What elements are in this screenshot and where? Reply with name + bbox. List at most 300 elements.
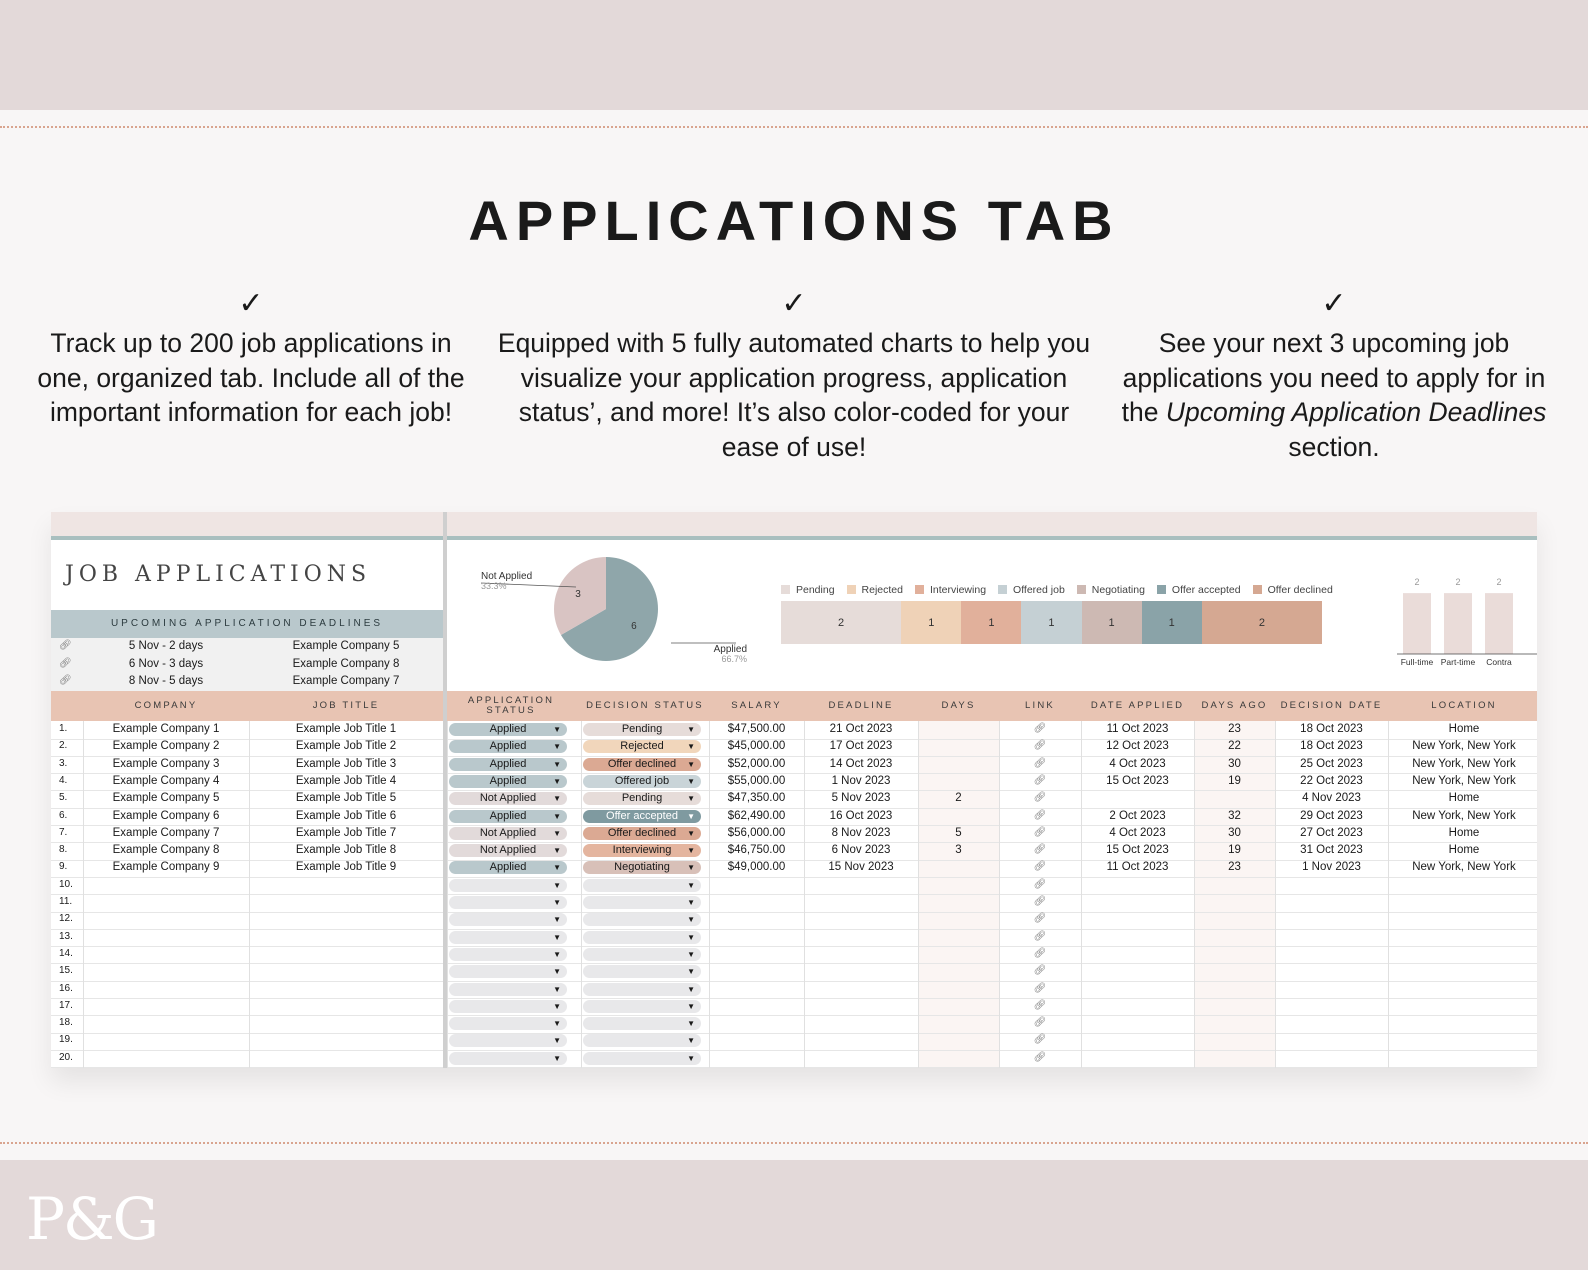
legend-item bbox=[847, 584, 903, 596]
cell-job[interactable]: Example Job Title 4 bbox=[295, 774, 397, 787]
page-title: APPLICATIONS TAB bbox=[468, 189, 1120, 252]
feature-3-italic-2: Deadlines bbox=[1428, 397, 1547, 427]
application-status-dropdown[interactable] bbox=[449, 810, 567, 823]
table-row bbox=[51, 877, 1537, 896]
decision-status-dropdown[interactable] bbox=[583, 810, 701, 823]
dropdown-arrow-icon: ▼ bbox=[687, 1001, 695, 1011]
cell-location[interactable]: New York, New York bbox=[1412, 861, 1516, 874]
feature-3-text-b: section. bbox=[1288, 431, 1380, 462]
upcoming-row bbox=[51, 673, 443, 692]
table-row bbox=[51, 756, 1537, 775]
column-header[interactable]: JOB TITLE bbox=[312, 700, 380, 711]
cell-applied[interactable]: 11 Oct 2023 bbox=[1106, 861, 1169, 874]
application-status-dropdown[interactable] bbox=[449, 758, 567, 771]
upcoming-when: 6 Nov - 3 days bbox=[128, 657, 204, 670]
column-header[interactable]: COMPANY bbox=[134, 700, 198, 711]
application-status-dropdown[interactable] bbox=[449, 879, 567, 892]
table-row bbox=[51, 911, 1537, 930]
table-row bbox=[51, 963, 1537, 982]
dropdown-arrow-icon: ▼ bbox=[553, 828, 561, 838]
cell-applied[interactable]: 4 Oct 2023 bbox=[1109, 826, 1166, 839]
row-number: 11. bbox=[59, 896, 73, 907]
row-number: 18. bbox=[59, 1017, 73, 1029]
cell-decision[interactable]: 1 Nov 2023 bbox=[1302, 861, 1361, 874]
legend-label: Offered job bbox=[1013, 584, 1065, 596]
row-number: 4. bbox=[59, 774, 68, 786]
dropdown-arrow-icon: ▼ bbox=[553, 949, 561, 959]
upcoming-company: Example Company 8 bbox=[292, 657, 400, 670]
row-number: 3. bbox=[59, 757, 68, 769]
cell-job[interactable]: Example Job Title 1 bbox=[295, 723, 397, 735]
frozen-column-divider bbox=[443, 512, 447, 1068]
feature-2 bbox=[492, 286, 1096, 464]
cell-salary[interactable]: $56,000.00 bbox=[727, 826, 786, 839]
link-icon[interactable]: 🔗︎ bbox=[1033, 757, 1047, 769]
cell-ago[interactable]: 19 bbox=[1228, 774, 1241, 787]
table-row bbox=[51, 981, 1537, 1000]
stacked-bar-segment: 1 bbox=[901, 601, 961, 644]
dropdown-arrow-icon: ▼ bbox=[687, 898, 695, 907]
dropdown-arrow-icon: ▼ bbox=[687, 915, 695, 925]
table-row bbox=[51, 1032, 1537, 1051]
cell-company[interactable]: Example Company 8 bbox=[112, 844, 220, 857]
legend-swatch bbox=[1157, 585, 1166, 594]
link-icon[interactable]: 🔗︎ bbox=[1033, 878, 1047, 890]
cell-ago[interactable]: 23 bbox=[1228, 861, 1241, 874]
job-type-bar bbox=[1403, 593, 1431, 654]
dropdown-arrow-icon: ▼ bbox=[553, 1001, 561, 1011]
link-icon[interactable]: 🔗︎ bbox=[1033, 947, 1047, 959]
top-band bbox=[0, 0, 1588, 110]
dropdown-arrow-icon: ▼ bbox=[687, 846, 695, 856]
row-number: 14. bbox=[59, 947, 73, 959]
dropdown-value: Offer declined bbox=[607, 757, 677, 770]
application-status-dropdown[interactable] bbox=[449, 792, 567, 805]
cell-salary[interactable]: $46,750.00 bbox=[727, 844, 786, 857]
application-status-dropdown[interactable] bbox=[449, 1000, 567, 1013]
cell-company[interactable]: Example Company 1 bbox=[112, 723, 220, 735]
cell-job[interactable]: Example Job Title 2 bbox=[295, 740, 397, 753]
dropdown-arrow-icon: ▼ bbox=[687, 984, 695, 994]
cell-applied[interactable]: 12 Oct 2023 bbox=[1106, 740, 1169, 753]
decision-status-dropdown[interactable] bbox=[583, 1052, 701, 1065]
upcoming-row bbox=[51, 638, 443, 657]
link-icon[interactable]: 🔗︎ bbox=[1033, 861, 1047, 873]
cell-location[interactable]: New York, New York bbox=[1412, 774, 1516, 787]
grid-line bbox=[249, 721, 250, 1068]
decision-status-dropdown[interactable] bbox=[583, 913, 701, 926]
dropdown-arrow-icon: ▼ bbox=[687, 932, 695, 942]
feature-1-text: Track up to 200 job applications in one, organized tab. Include all of the important information for each job! bbox=[37, 328, 465, 427]
table-header bbox=[51, 691, 1537, 721]
spreadsheet-screenshot bbox=[51, 512, 1537, 1068]
column-header[interactable]: DECISION STATUS bbox=[586, 700, 704, 711]
dropdown-arrow-icon: ▼ bbox=[553, 742, 561, 752]
table-row bbox=[51, 929, 1537, 948]
cell-deadline[interactable]: 1 Nov 2023 bbox=[831, 774, 891, 787]
application-status-dropdown[interactable] bbox=[449, 896, 567, 909]
decision-status-dropdown[interactable] bbox=[583, 948, 701, 961]
link-icon[interactable]: 🔗︎ bbox=[1033, 982, 1047, 994]
application-status-dropdown[interactable] bbox=[449, 775, 567, 788]
cell-days[interactable]: 3 bbox=[955, 844, 962, 857]
grid-line bbox=[581, 721, 582, 1068]
dropdown-arrow-icon: ▼ bbox=[553, 984, 561, 994]
cell-applied[interactable]: 15 Oct 2023 bbox=[1106, 774, 1169, 787]
job-type-bar-chart bbox=[1397, 574, 1537, 672]
dropdown-arrow-icon: ▼ bbox=[553, 915, 561, 925]
cell-salary[interactable]: $49,000.00 bbox=[727, 861, 786, 874]
legend-item bbox=[781, 584, 835, 596]
dropdown-arrow-icon: ▼ bbox=[687, 811, 695, 821]
stacked-bar-segment: 1 bbox=[1142, 601, 1202, 644]
application-status-dropdown[interactable] bbox=[449, 740, 567, 753]
table-row bbox=[51, 790, 1537, 809]
cell-ago[interactable]: 30 bbox=[1228, 757, 1241, 770]
row-number: 13. bbox=[59, 930, 73, 942]
column-header[interactable]: DATE APPLIED bbox=[1090, 700, 1185, 711]
cell-decision[interactable]: 29 Oct 2023 bbox=[1300, 809, 1363, 822]
job-type-category-label: Part-time bbox=[1440, 657, 1476, 667]
legend-item bbox=[1157, 584, 1241, 596]
dropdown-arrow-icon: ▼ bbox=[553, 846, 561, 856]
row-number: 8. bbox=[59, 844, 68, 856]
cell-applied[interactable]: 4 Oct 2023 bbox=[1109, 757, 1166, 770]
dropdown-arrow-icon: ▼ bbox=[553, 811, 561, 821]
link-icon[interactable]: 🔗︎ bbox=[1033, 826, 1047, 838]
cell-deadline[interactable]: 16 Oct 2023 bbox=[829, 809, 893, 822]
row-number: 7. bbox=[59, 826, 68, 838]
upcoming-when: 5 Nov - 2 days bbox=[128, 640, 204, 652]
column-header[interactable]: LINK bbox=[1025, 700, 1055, 711]
feature-3 bbox=[1112, 286, 1556, 464]
legend-label: Offer accepted bbox=[1171, 584, 1241, 596]
cell-decision[interactable]: 18 Oct 2023 bbox=[1300, 740, 1363, 753]
dropdown-value: Not Applied bbox=[479, 844, 537, 857]
legend-label: Pending bbox=[796, 584, 835, 596]
cell-location[interactable]: Home bbox=[1448, 826, 1480, 839]
application-status-dropdown[interactable] bbox=[449, 844, 567, 857]
feature-3-italic-1: Upcoming Application bbox=[1165, 397, 1422, 427]
dropdown-value: Not Applied bbox=[479, 826, 537, 839]
cell-company[interactable]: Example Company 7 bbox=[112, 826, 220, 839]
job-type-bar-value: 2 bbox=[1496, 577, 1502, 588]
decision-status-dropdown[interactable] bbox=[583, 1000, 701, 1013]
upcoming-deadlines-header: UPCOMING APPLICATION DEADLINES bbox=[51, 610, 443, 638]
application-status-dropdown[interactable] bbox=[449, 913, 567, 926]
link-icon[interactable]: 🔗︎ bbox=[1033, 1051, 1047, 1063]
grid-line bbox=[447, 721, 448, 1068]
application-status-dropdown[interactable] bbox=[449, 827, 567, 840]
dropdown-value: Pending bbox=[621, 723, 663, 735]
cell-salary[interactable]: $45,000.00 bbox=[727, 740, 786, 753]
row-number: 5. bbox=[59, 792, 68, 804]
dropdown-arrow-icon: ▼ bbox=[687, 776, 695, 786]
dropdown-arrow-icon: ▼ bbox=[687, 759, 695, 769]
dropdown-arrow-icon: ▼ bbox=[687, 967, 695, 977]
table-row bbox=[51, 721, 1537, 740]
link-icon[interactable]: 🔗︎ bbox=[59, 640, 72, 651]
cell-job[interactable]: Example Job Title 5 bbox=[295, 792, 397, 805]
dropdown-value: Pending bbox=[621, 792, 663, 805]
column-header[interactable]: DAYS AGO bbox=[1201, 700, 1268, 711]
cell-decision[interactable]: 22 Oct 2023 bbox=[1300, 774, 1363, 787]
column-header[interactable]: DAYS bbox=[941, 700, 976, 711]
cell-decision[interactable]: 4 Nov 2023 bbox=[1302, 792, 1361, 805]
table-row bbox=[51, 1015, 1537, 1034]
dropdown-arrow-icon: ▼ bbox=[553, 1019, 561, 1029]
cell-salary[interactable]: $47,500.00 bbox=[727, 723, 786, 735]
link-icon[interactable]: 🔗︎ bbox=[1033, 774, 1047, 786]
dropdown-arrow-icon: ▼ bbox=[687, 1053, 695, 1063]
legend-swatch bbox=[915, 585, 924, 594]
cell-company[interactable]: Example Company 9 bbox=[112, 861, 220, 874]
sheet-accent-line bbox=[51, 536, 1537, 540]
cell-deadline[interactable]: 14 Oct 2023 bbox=[829, 757, 893, 770]
link-icon[interactable]: 🔗︎ bbox=[1033, 1034, 1047, 1046]
dropdown-value: Applied bbox=[489, 740, 527, 753]
job-type-bar-value: 2 bbox=[1455, 577, 1461, 588]
link-icon[interactable]: 🔗︎ bbox=[1033, 844, 1047, 856]
grid-line bbox=[804, 721, 805, 1068]
application-status-dropdown[interactable] bbox=[449, 948, 567, 961]
cell-salary[interactable]: $62,490.00 bbox=[727, 809, 786, 822]
cell-decision[interactable]: 27 Oct 2023 bbox=[1300, 826, 1363, 839]
dropdown-value: Applied bbox=[489, 861, 527, 874]
cell-location[interactable]: Home bbox=[1448, 792, 1480, 805]
cell-location[interactable]: Home bbox=[1448, 723, 1480, 735]
cell-job[interactable]: Example Job Title 3 bbox=[295, 757, 397, 770]
feature-1 bbox=[30, 286, 472, 430]
decision-status-dropdown[interactable] bbox=[583, 758, 701, 771]
cell-deadline[interactable]: 6 Nov 2023 bbox=[831, 844, 891, 857]
cell-job[interactable]: Example Job Title 6 bbox=[295, 809, 397, 822]
cell-days[interactable]: 5 bbox=[955, 826, 962, 839]
cell-deadline[interactable]: 15 Nov 2023 bbox=[828, 861, 894, 874]
table-row bbox=[51, 825, 1537, 844]
grid-line bbox=[1081, 721, 1082, 1068]
legend-item bbox=[1253, 584, 1333, 596]
dropdown-arrow-icon: ▼ bbox=[687, 742, 695, 752]
table-row bbox=[51, 946, 1537, 965]
cell-deadline[interactable]: 8 Nov 2023 bbox=[831, 826, 891, 839]
row-number: 6. bbox=[59, 809, 68, 821]
application-status-dropdown[interactable] bbox=[449, 723, 567, 736]
application-status-dropdown[interactable] bbox=[449, 983, 567, 996]
decision-status-dropdown[interactable] bbox=[583, 1017, 701, 1030]
application-status-pie-chart bbox=[471, 552, 771, 682]
job-type-bar bbox=[1485, 593, 1513, 654]
table-row bbox=[51, 894, 1537, 913]
application-status-dropdown[interactable] bbox=[449, 931, 567, 944]
link-icon[interactable]: 🔗︎ bbox=[1033, 896, 1047, 907]
row-number: 9. bbox=[59, 861, 68, 873]
cell-decision[interactable]: 18 Oct 2023 bbox=[1300, 723, 1363, 735]
decision-status-dropdown[interactable] bbox=[583, 792, 701, 805]
cell-job[interactable]: Example Job Title 9 bbox=[295, 861, 397, 874]
legend-swatch bbox=[1253, 585, 1262, 594]
column-header[interactable]: APPLICATION STATUS bbox=[467, 695, 555, 716]
cell-location[interactable]: New York, New York bbox=[1412, 740, 1516, 753]
grid-line bbox=[999, 721, 1000, 1068]
link-icon[interactable]: 🔗︎ bbox=[1033, 913, 1047, 925]
pie-value-label: 6 bbox=[631, 621, 637, 633]
stacked-bar-segment: 1 bbox=[1021, 601, 1081, 644]
decision-status-dropdown[interactable] bbox=[583, 931, 701, 944]
cell-location[interactable]: New York, New York bbox=[1412, 809, 1516, 822]
cell-decision[interactable]: 25 Oct 2023 bbox=[1300, 757, 1363, 770]
legend-item bbox=[998, 584, 1065, 596]
dropdown-arrow-icon: ▼ bbox=[553, 967, 561, 977]
row-number: 10. bbox=[59, 878, 73, 890]
column-header[interactable]: LOCATION bbox=[1431, 700, 1497, 711]
legend-label: Rejected bbox=[861, 584, 903, 596]
decision-status-legend bbox=[781, 584, 1345, 596]
cell-ago[interactable]: 22 bbox=[1228, 740, 1241, 753]
cell-ago[interactable]: 32 bbox=[1228, 809, 1241, 822]
table-row bbox=[51, 1050, 1537, 1068]
grid-line bbox=[918, 721, 919, 1068]
pie-slice-name: Not Applied bbox=[481, 571, 533, 582]
dropdown-value: Applied bbox=[489, 723, 527, 735]
decision-status-dropdown[interactable] bbox=[583, 740, 701, 753]
cell-location[interactable]: Home bbox=[1448, 844, 1480, 857]
stacked-bar-segment: 2 bbox=[1202, 601, 1322, 644]
application-status-dropdown[interactable] bbox=[449, 1052, 567, 1065]
decision-status-dropdown[interactable] bbox=[583, 879, 701, 892]
decision-status-dropdown[interactable] bbox=[583, 723, 701, 736]
row-number: 19. bbox=[59, 1034, 73, 1046]
pie-slice-name: Applied bbox=[713, 644, 747, 655]
decision-status-dropdown[interactable] bbox=[583, 775, 701, 788]
dropdown-arrow-icon: ▼ bbox=[687, 725, 695, 734]
decision-status-dropdown[interactable] bbox=[583, 965, 701, 978]
check-icon: ✓ bbox=[1321, 287, 1347, 320]
application-status-dropdown[interactable] bbox=[449, 861, 567, 874]
link-icon[interactable]: 🔗︎ bbox=[1033, 809, 1047, 821]
legend-label: Interviewing bbox=[930, 584, 987, 596]
dropdown-arrow-icon: ▼ bbox=[687, 828, 695, 838]
row-number: 20. bbox=[59, 1051, 73, 1063]
pie-slice-percent: 66.7% bbox=[721, 654, 747, 664]
bottom-dotted-divider bbox=[0, 1142, 1588, 1144]
application-status-dropdown[interactable] bbox=[449, 1034, 567, 1047]
cell-deadline[interactable]: 17 Oct 2023 bbox=[829, 740, 893, 753]
table-row bbox=[51, 842, 1537, 861]
dropdown-value: Negotiating bbox=[614, 861, 670, 874]
job-type-bar-value: 2 bbox=[1414, 577, 1420, 588]
decision-status-dropdown[interactable] bbox=[583, 861, 701, 874]
row-number: 1. bbox=[59, 723, 68, 734]
cell-deadline[interactable]: 21 Oct 2023 bbox=[829, 723, 893, 735]
decision-status-dropdown[interactable] bbox=[583, 844, 701, 857]
stacked-bar-segment: 1 bbox=[1082, 601, 1142, 644]
cell-deadline[interactable]: 5 Nov 2023 bbox=[831, 792, 891, 805]
dropdown-arrow-icon: ▼ bbox=[553, 725, 561, 734]
feature-3-text-a: See your next 3 upcoming job applications you need to apply for in the bbox=[1121, 328, 1546, 427]
check-icon: ✓ bbox=[781, 287, 807, 320]
cell-days[interactable]: 2 bbox=[955, 792, 962, 805]
cell-salary[interactable]: $52,000.00 bbox=[727, 757, 786, 770]
grid-line bbox=[83, 721, 84, 1068]
dropdown-value: Rejected bbox=[620, 740, 664, 753]
legend-swatch bbox=[781, 585, 790, 594]
legend-swatch bbox=[998, 585, 1007, 594]
decision-status-dropdown[interactable] bbox=[583, 983, 701, 996]
dropdown-arrow-icon: ▼ bbox=[687, 1036, 695, 1046]
dropdown-value: Offer declined bbox=[607, 826, 677, 839]
cell-company[interactable]: Example Company 2 bbox=[112, 740, 220, 753]
cell-applied[interactable]: 2 Oct 2023 bbox=[1109, 809, 1166, 822]
cell-company[interactable]: Example Company 4 bbox=[112, 774, 220, 787]
top-dotted-divider bbox=[0, 126, 1588, 128]
decision-status-dropdown[interactable] bbox=[583, 896, 701, 909]
dropdown-value: Applied bbox=[489, 774, 527, 787]
stacked-bar-segment: 1 bbox=[961, 601, 1021, 644]
cell-applied[interactable]: 11 Oct 2023 bbox=[1106, 723, 1169, 735]
link-icon[interactable]: 🔗︎ bbox=[1033, 999, 1047, 1011]
cell-company[interactable]: Example Company 5 bbox=[112, 792, 220, 805]
column-header[interactable]: DEADLINE bbox=[828, 700, 894, 711]
row-number: 15. bbox=[59, 965, 73, 977]
column-header[interactable]: DECISION DATE bbox=[1280, 700, 1383, 711]
decision-status-dropdown[interactable] bbox=[583, 827, 701, 840]
link-icon[interactable]: 🔗︎ bbox=[1033, 792, 1047, 804]
dropdown-arrow-icon: ▼ bbox=[553, 932, 561, 942]
upcoming-company: Example Company 7 bbox=[292, 675, 400, 687]
cell-job[interactable]: Example Job Title 7 bbox=[295, 826, 397, 839]
cell-company[interactable]: Example Company 3 bbox=[112, 757, 220, 770]
legend-item bbox=[1077, 584, 1145, 596]
job-type-bar bbox=[1444, 593, 1472, 654]
cell-ago[interactable]: 30 bbox=[1228, 826, 1241, 839]
cell-decision[interactable]: 31 Oct 2023 bbox=[1300, 844, 1363, 857]
link-icon[interactable]: 🔗︎ bbox=[1033, 965, 1047, 977]
grid-line bbox=[709, 721, 710, 1068]
legend-label: Negotiating bbox=[1091, 584, 1145, 596]
cell-applied[interactable]: 15 Oct 2023 bbox=[1106, 844, 1169, 857]
cell-salary[interactable]: $47,350.00 bbox=[727, 792, 786, 805]
link-icon[interactable]: 🔗︎ bbox=[1033, 1017, 1047, 1029]
grid-line bbox=[1275, 721, 1276, 1068]
link-icon[interactable]: 🔗︎ bbox=[1033, 723, 1047, 734]
feature-2-text: Equipped with 5 fully automated charts to help you visualize your application progress, application status’, and more! It’s also color-coded for your ease of use! bbox=[497, 328, 1091, 462]
dropdown-value: Interviewing bbox=[612, 844, 672, 857]
dropdown-arrow-icon: ▼ bbox=[687, 863, 695, 873]
cell-salary[interactable]: $55,000.00 bbox=[727, 774, 786, 787]
cell-ago[interactable]: 23 bbox=[1228, 723, 1241, 735]
cell-location[interactable]: New York, New York bbox=[1412, 757, 1516, 770]
decision-status-dropdown[interactable] bbox=[583, 1034, 701, 1047]
cell-job[interactable]: Example Job Title 8 bbox=[295, 844, 397, 857]
cell-ago[interactable]: 19 bbox=[1228, 844, 1241, 857]
dropdown-arrow-icon: ▼ bbox=[553, 794, 561, 804]
brand-logo: P&G bbox=[26, 1185, 157, 1253]
link-icon[interactable]: 🔗︎ bbox=[1033, 930, 1047, 942]
column-header[interactable]: SALARY bbox=[731, 700, 782, 711]
link-icon[interactable]: 🔗︎ bbox=[59, 675, 72, 686]
row-number: 12. bbox=[59, 913, 73, 925]
upcoming-company: Example Company 5 bbox=[292, 640, 400, 652]
application-status-dropdown[interactable] bbox=[449, 965, 567, 978]
dropdown-value: Applied bbox=[489, 809, 527, 822]
link-icon[interactable]: 🔗︎ bbox=[59, 657, 72, 669]
dropdown-value: Offered job bbox=[614, 774, 670, 787]
job-type-category-label: Full-time bbox=[1400, 657, 1434, 667]
application-status-dropdown[interactable] bbox=[449, 1017, 567, 1030]
link-icon[interactable]: 🔗︎ bbox=[1033, 740, 1047, 752]
cell-company[interactable]: Example Company 6 bbox=[112, 809, 220, 822]
